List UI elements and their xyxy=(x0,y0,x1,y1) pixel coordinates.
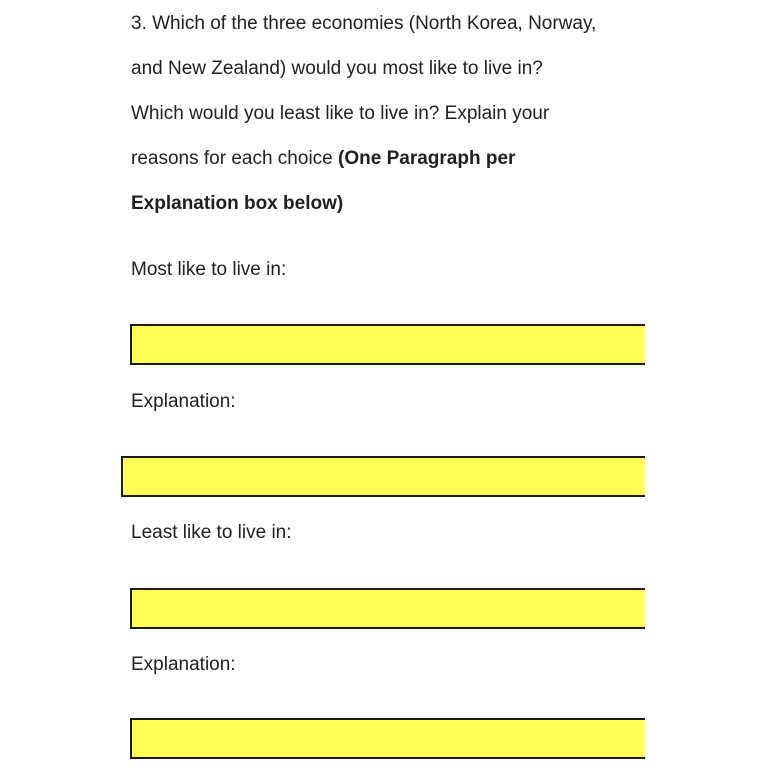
question-line-2: and New Zealand) would you most like to live in? xyxy=(131,58,543,79)
least-like-field[interactable] xyxy=(130,588,645,629)
question-line-4-bold: (One Paragraph per xyxy=(338,148,516,169)
explanation-1-label: Explanation: xyxy=(131,391,236,412)
most-like-label: Most like to live in: xyxy=(131,259,287,280)
most-like-field[interactable] xyxy=(130,324,645,365)
question-line-3: Which would you least like to live in? Explain your xyxy=(131,103,550,124)
question-line-4-normal: reasons for each choice xyxy=(131,148,339,169)
explanation-1-field[interactable] xyxy=(121,456,645,497)
question-line-4 xyxy=(131,147,515,171)
explanation-2-field[interactable] xyxy=(130,718,645,759)
question-line-1: 3. Which of the three economies (North Korea, Norway, xyxy=(131,13,597,34)
explanation-2-label: Explanation: xyxy=(131,654,236,675)
question-line-5: Explanation box below) xyxy=(131,193,344,214)
least-like-label: Least like to live in: xyxy=(131,522,292,543)
